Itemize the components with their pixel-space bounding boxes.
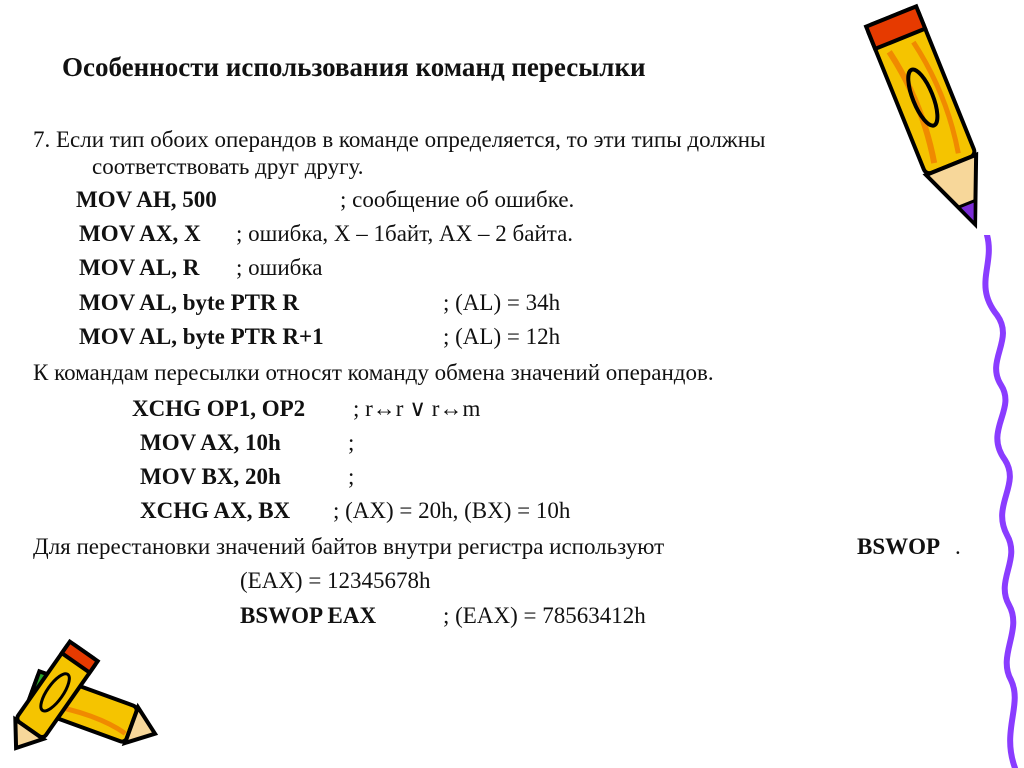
- code-comment: ; ошибка: [236, 255, 323, 280]
- code-line: MOV AL, byte PTR R: [79, 290, 299, 315]
- squiggle-decoration: [925, 235, 1024, 768]
- page-title: Особенности использования команд пересылки: [62, 52, 646, 82]
- code-line: XCHG OP1, OP2: [132, 396, 306, 421]
- code-line: BSWOP EAX: [240, 603, 377, 628]
- pencil-icon: [850, 0, 1020, 250]
- code-line: MOV AX, X: [79, 221, 201, 246]
- bswop-period: .: [955, 534, 961, 559]
- code-line: MOV AH, 500: [76, 187, 217, 212]
- code-line: MOV AX, 10h: [140, 430, 281, 455]
- code-line: XCHG AX, BX: [140, 498, 291, 523]
- bswop-intro: Для перестановки значений байтов внутри регистра используют: [33, 534, 665, 559]
- code-line: MOV BX, 20h: [140, 464, 281, 489]
- code-line: MOV AL, byte PTR R+1: [79, 324, 324, 349]
- code-comment: ; сообщение об ошибке.: [340, 187, 575, 212]
- code-comment: ; r↔r ∨ r↔m: [353, 396, 481, 421]
- xchg-intro: К командам пересылки относят команду обмена значений операндов.: [33, 360, 714, 385]
- code-comment: (EAX) = 12345678h: [240, 568, 431, 593]
- code-comment: ; (AL) = 34h: [443, 290, 561, 315]
- point7-line2: соответствовать друг другу.: [92, 154, 364, 179]
- code-line: MOV AL, R: [79, 255, 200, 280]
- pencils-icon: [0, 618, 160, 768]
- code-comment: ; (AX) = 20h, (BX) = 10h: [333, 498, 571, 523]
- code-comment: ; (EAX) = 78563412h: [443, 603, 646, 628]
- code-comment: ;: [348, 464, 355, 489]
- bswop-cmd: BSWOP: [857, 534, 941, 559]
- code-comment: ; (AL) = 12h: [443, 324, 561, 349]
- code-comment: ;: [348, 430, 355, 455]
- code-comment: ; ошибка, X – 1байт, AX – 2 байта.: [236, 221, 574, 246]
- point7-line1: 7. Если тип обоих операндов в команде определяется, то эти типы должны: [33, 127, 766, 152]
